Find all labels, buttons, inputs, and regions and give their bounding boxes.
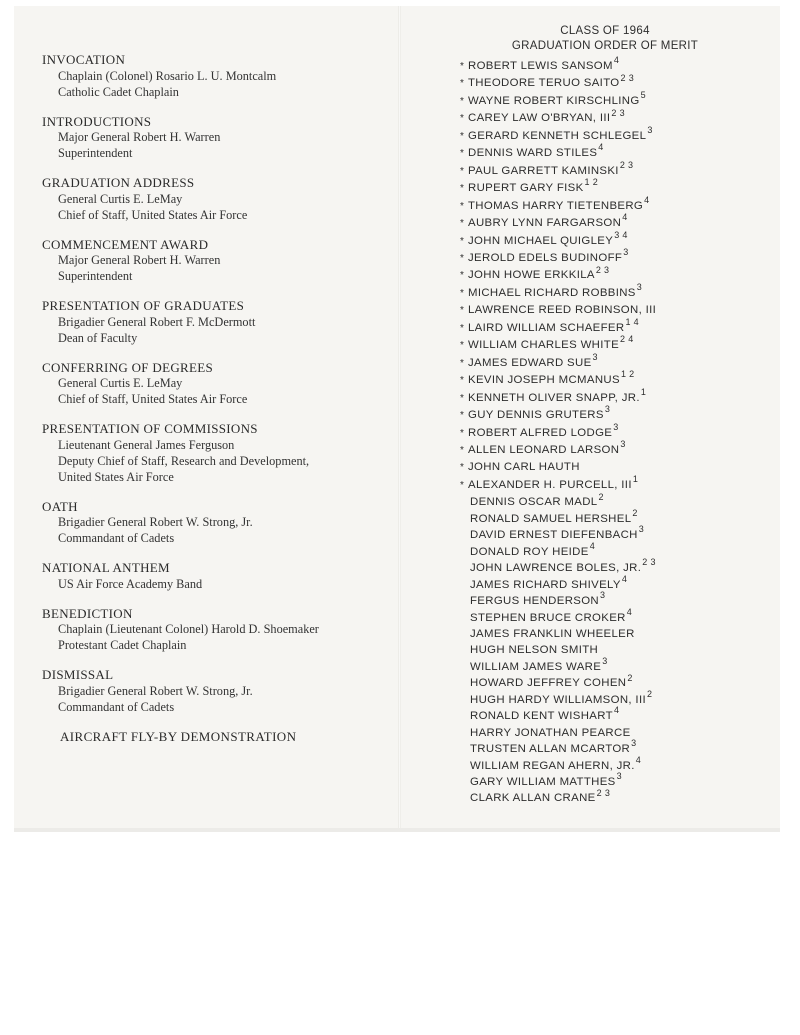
merit-header (470, 24, 740, 54)
section-line: Chaplain (Colonel) Rosario L. U. Montcalm (58, 68, 277, 83)
graduate-name: RONALD KENT WISHART (470, 710, 613, 723)
graduate-entry (460, 404, 778, 424)
footnote-marks: 1 2 (584, 177, 599, 188)
graduate-entry (460, 474, 778, 494)
footnote-marks: 1 (640, 386, 647, 397)
asterisk-mark: * (460, 357, 465, 369)
section-line: General Curtis E. LeMay (58, 191, 183, 206)
graduate-entry (460, 491, 778, 510)
ceremony-program (42, 52, 392, 745)
graduate-entry (460, 194, 778, 215)
order-of-merit (458, 24, 778, 807)
graduate-name: DONALD ROY HEIDE (470, 545, 589, 558)
graduate-entry (460, 725, 778, 741)
footnote-marks: 5 (640, 90, 646, 101)
graduate-entry (460, 159, 778, 180)
graduate-entry (460, 386, 778, 407)
footnote-marks: 3 (636, 282, 643, 293)
section-line: Protestant Cadet Chaplain (58, 638, 187, 652)
page-fold (398, 6, 401, 828)
footnote-marks: 4 (589, 540, 596, 551)
program-section (42, 114, 392, 162)
graduate-name: AUBRY LYNN FARGARSON (468, 217, 622, 230)
section-heading: PRESENTATION OF GRADUATES (42, 298, 245, 313)
asterisk-mark: * (460, 322, 465, 334)
asterisk-mark: * (460, 113, 465, 125)
graduate-name: ROBERT ALFRED LODGE (468, 426, 613, 439)
footnote-marks: 3 (620, 439, 626, 450)
asterisk-mark: * (460, 61, 465, 72)
graduate-entry (460, 738, 778, 757)
section-line: General Curtis E. LeMay (58, 376, 183, 390)
footnote-marks: 3 (600, 590, 606, 601)
graduate-entry (460, 282, 778, 302)
section-line: Commandant of Cadets (58, 699, 175, 714)
section-heading: PRESENTATION OF COMMISSIONS (42, 421, 258, 436)
section-line: Catholic Cadet Chaplain (58, 84, 179, 99)
graduate-name: CAREY LAW O'BRYAN, III (468, 112, 611, 125)
asterisk-mark: * (460, 148, 465, 160)
footnote-marks: 4 (621, 573, 628, 584)
section-line: Deputy Chief of Staff, Research and Development, (58, 453, 310, 468)
graduate-entry (460, 351, 778, 372)
asterisk-mark: * (460, 305, 465, 317)
graduate-name: WAYNE ROBERT KIRSCHLING (468, 94, 640, 107)
asterisk-mark: * (460, 462, 465, 474)
graduate-name: HOWARD JEFFREY COHEN (470, 677, 627, 690)
footnote-marks: 3 (592, 351, 598, 362)
asterisk-mark: * (460, 78, 465, 90)
graduate-name: LAIRD WILLIAM SCHAEFER (468, 321, 625, 334)
graduate-name: JOHN LAWRENCE BOLES, JR. (470, 562, 642, 575)
asterisk-mark: * (460, 340, 465, 352)
graduate-name: DENNIS OSCAR MADL (470, 496, 598, 509)
program-section (42, 606, 392, 654)
graduate-entry (460, 688, 778, 708)
section-line: Lieutenant General James Ferguson (58, 437, 235, 452)
graduate-entry (460, 524, 778, 543)
section-line: US Air Force Academy Band (58, 576, 203, 591)
section-line: Major General Robert H. Warren (58, 253, 221, 267)
footnote-marks: 4 (613, 705, 620, 716)
section-heading: CONFERRING OF DEGREES (42, 359, 213, 375)
footnote-marks: 4 (635, 754, 642, 765)
graduate-name: RONALD SAMUEL HERSHEL (470, 512, 632, 525)
asterisk-mark: * (460, 218, 465, 230)
graduate-entry (460, 642, 778, 658)
graduate-entry (460, 177, 778, 197)
graduate-entry (460, 107, 778, 127)
graduate-name: JAMES FRANKLIN WHEELER (470, 627, 635, 640)
program-section (42, 360, 392, 408)
graduate-entry (460, 787, 778, 806)
graduate-name: ALEXANDER H. PURCELL, III (468, 478, 632, 491)
section-heading: INVOCATION (42, 52, 126, 67)
program-section (42, 667, 392, 715)
section-line: Chief of Staff, United States Air Force (58, 207, 248, 222)
section-heading: INTRODUCTIONS (42, 113, 152, 129)
graduate-name: CLARK ALLAN CRANE (470, 792, 596, 805)
section-heading: BENEDICTION (42, 605, 133, 621)
graduate-entry (460, 55, 778, 75)
graduate-entry (460, 540, 778, 560)
graduate-name: STEPHEN BRUCE CROKER (470, 611, 626, 624)
graduate-entry (460, 573, 778, 593)
footnote-marks: 2 3 (620, 72, 635, 83)
program-section (42, 421, 392, 485)
graduate-name: LAWRENCE REED ROBINSON, III (468, 304, 657, 317)
footnote-marks: 4 (622, 212, 628, 223)
graduate-name: TRUSTEN ALLAN MCARTOR (470, 743, 631, 756)
flyby-demonstration: AIRCRAFT FLY-BY DEMONSTRATION (60, 728, 297, 744)
footnote-marks: 2 3 (595, 264, 610, 275)
graduate-entry (460, 229, 778, 250)
graduate-name: THEODORE TERUO SAITO (468, 77, 620, 90)
program-section (42, 560, 392, 592)
footnote-marks: 3 (616, 771, 622, 782)
asterisk-mark: * (460, 270, 465, 282)
graduate-entry (460, 656, 778, 675)
graduate-entry (460, 672, 778, 691)
graduate-name: JAMES RICHARD SHIVELY (470, 578, 621, 591)
section-line: Superintendent (58, 146, 133, 160)
footnote-marks: 2 (646, 688, 653, 699)
section-line: Dean of Faculty (58, 330, 138, 345)
section-line: Commandant of Cadets (58, 531, 175, 545)
graduate-entry (460, 459, 778, 476)
graduate-entry (460, 264, 778, 284)
asterisk-mark: * (460, 375, 465, 387)
merit-title: GRADUATION ORDER OF MERIT (511, 40, 699, 52)
asterisk-mark: * (460, 392, 465, 404)
footnote-marks: 3 (638, 524, 645, 535)
section-heading: OATH (42, 498, 78, 514)
graduate-name: JOHN HOWE ERKKILA (468, 269, 595, 282)
graduate-name: ALLEN LEONARD LARSON (468, 443, 620, 456)
graduate-name: MICHAEL RICHARD ROBBINS (468, 286, 636, 299)
graduate-entry (460, 439, 778, 459)
footnote-marks: 2 3 (619, 159, 634, 170)
graduate-name: THOMAS HARRY TIETENBERG (468, 199, 644, 212)
graduate-entry (460, 557, 778, 576)
asterisk-mark: * (460, 200, 465, 212)
section-heading: NATIONAL ANTHEM (42, 560, 170, 575)
footnote-marks: 4 (644, 194, 650, 205)
footnote-marks: 2 4 (620, 334, 634, 345)
footnote-marks: 3 (623, 247, 629, 258)
graduate-name: HUGH NELSON SMITH (470, 644, 599, 657)
graduate-entry (460, 317, 778, 337)
graduate-name: RUPERT GARY FISK (468, 182, 584, 195)
footnote-marks: 1 (632, 474, 639, 485)
section-line: Brigadier General Robert W. Strong, Jr. (58, 515, 253, 529)
graduate-name: JEROLD EDELS BUDINOFF (468, 251, 623, 264)
graduate-name: FERGUS HENDERSON (470, 595, 600, 608)
asterisk-mark: * (460, 410, 465, 422)
graduate-name: GUY DENNIS GRUTERS (468, 409, 604, 422)
graduate-name: JAMES EDWARD SUE (468, 356, 592, 369)
asterisk-mark: * (460, 427, 465, 439)
graduate-entry (460, 507, 778, 527)
footnote-marks: 3 4 (614, 229, 628, 240)
asterisk-mark: * (460, 287, 465, 299)
graduate-entry (460, 705, 778, 724)
asterisk-mark: * (460, 444, 465, 456)
graduate-entry (460, 125, 778, 145)
footnote-marks: 4 (613, 55, 620, 66)
section-line: Chief of Staff, United States Air Force (58, 392, 248, 406)
graduate-entry (460, 247, 778, 267)
footnote-marks: 2 (598, 491, 604, 502)
asterisk-mark: * (460, 183, 465, 195)
graduate-name: JOHN MICHAEL QUIGLEY (468, 234, 614, 247)
graduate-entry (460, 334, 778, 354)
section-heading: DISMISSAL (42, 667, 114, 682)
graduate-entry (460, 302, 778, 319)
footnote-marks: 3 (647, 125, 653, 136)
graduate-name: JOHN CARL HAUTH (468, 461, 580, 474)
section-heading: GRADUATION ADDRESS (42, 175, 195, 190)
footnote-marks: 3 (604, 404, 611, 415)
section-line: Brigadier General Robert W. Strong, Jr. (58, 683, 253, 698)
graduate-entry (460, 421, 778, 442)
footnote-marks: 1 2 (620, 369, 635, 380)
footnote-marks: 4 (598, 142, 604, 153)
graduate-name: HUGH HARDY WILLIAMSON, III (470, 693, 646, 706)
graduate-entry (460, 72, 778, 92)
asterisk-mark: * (460, 252, 465, 264)
footnote-marks: 3 (613, 421, 619, 432)
graduate-name: HARRY JONATHAN PEARCE (470, 726, 631, 739)
graduate-name: DENNIS WARD STILES (468, 147, 598, 160)
asterisk-mark: * (460, 130, 465, 142)
section-line: Major General Robert H. Warren (58, 130, 221, 144)
section-line: Chaplain (Lieutenant Colonel) Harold D. Shoemaker (58, 622, 319, 636)
graduate-list (458, 55, 778, 807)
graduate-name: KEVIN JOSEPH MCMANUS (468, 374, 620, 387)
graduate-entry (460, 369, 778, 389)
graduate-name: GARY WILLIAM MATTHES (470, 776, 616, 789)
footnote-marks: 2 3 (596, 787, 611, 798)
program-section (42, 52, 392, 100)
section-heading: COMMENCEMENT AWARD (42, 236, 209, 252)
graduate-name: GERARD KENNETH SCHLEGEL (468, 129, 647, 142)
graduate-name: WILLIAM REGAN AHERN, JR. (470, 759, 635, 772)
graduate-name: WILLIAM CHARLES WHITE (468, 339, 620, 352)
graduate-name: KENNETH OLIVER SNAPP, JR. (468, 391, 640, 404)
section-line: Brigadier General Robert F. McDermott (58, 314, 256, 329)
class-title: CLASS OF 1964 (560, 25, 650, 37)
asterisk-mark: * (460, 165, 465, 177)
graduate-name: WILLIAM JAMES WARE (470, 660, 602, 673)
footnote-marks: 2 3 (642, 557, 656, 568)
asterisk-mark: * (460, 95, 465, 107)
asterisk-mark: * (460, 235, 465, 247)
graduate-entry (460, 590, 778, 609)
footnote-marks: 3 (631, 738, 637, 749)
asterisk-mark: * (460, 479, 465, 491)
graduate-entry (460, 142, 778, 162)
footnote-marks: 2 3 (611, 107, 625, 118)
graduate-name: ROBERT LEWIS SANSOM (468, 60, 613, 72)
graduate-name: DAVID ERNEST DIEFENBACH (470, 529, 638, 542)
footnote-marks: 3 (602, 656, 608, 667)
footnote-marks: 2 (627, 672, 633, 683)
footnote-marks: 4 (626, 606, 633, 617)
sheet-edge (14, 828, 780, 832)
graduate-entry (460, 771, 778, 790)
graduate-entry (460, 606, 778, 626)
program-section (42, 298, 392, 346)
program-section (42, 175, 392, 223)
program-section (42, 499, 392, 547)
graduate-entry (460, 626, 778, 642)
section-line: Superintendent (58, 269, 133, 283)
footnote-marks: 2 (632, 507, 638, 518)
program-section (42, 237, 392, 285)
footnote-marks: 1 4 (625, 317, 640, 327)
section-line: United States Air Force (58, 469, 174, 484)
graduate-name: PAUL GARRETT KAMINSKI (468, 164, 619, 177)
